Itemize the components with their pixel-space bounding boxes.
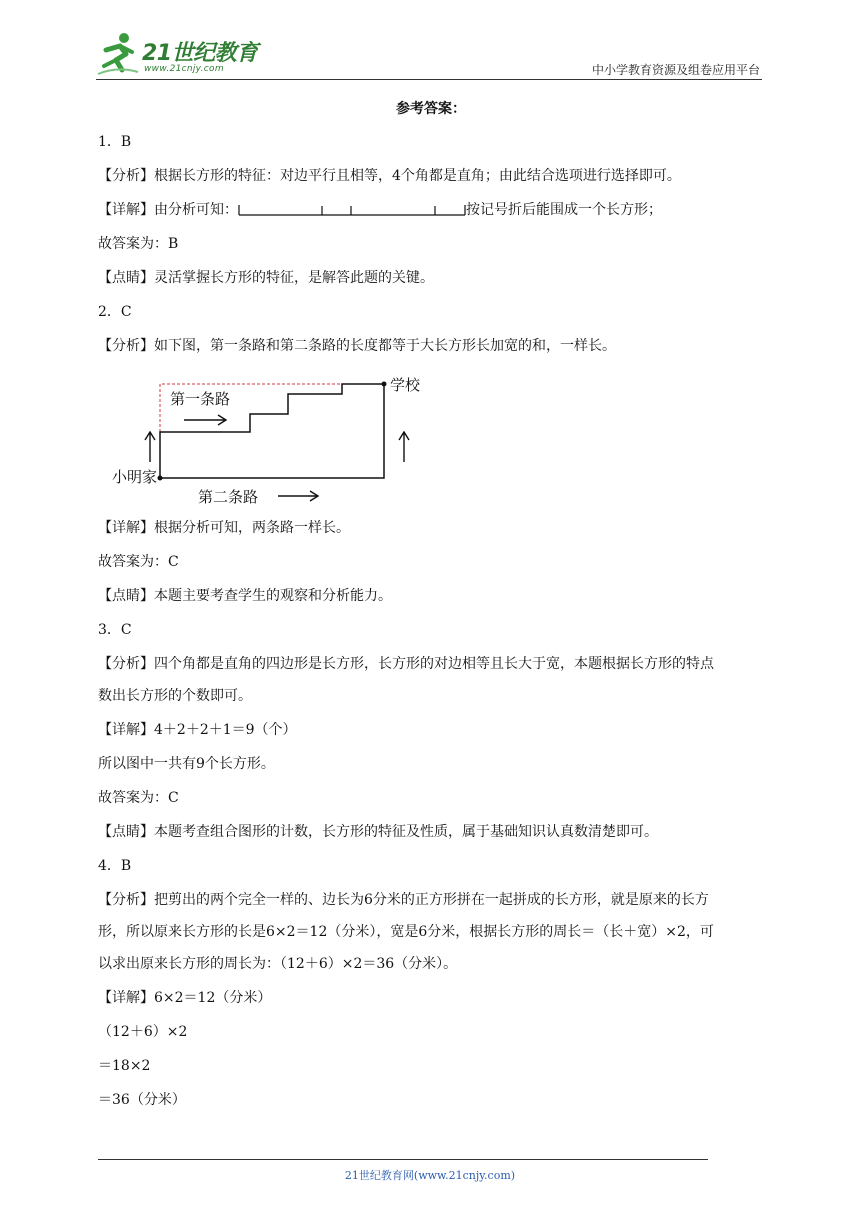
q2-tip: 【点睛】本题主要考查学生的观察和分析能力。 bbox=[98, 588, 392, 604]
logo-text: 21世纪教育 bbox=[142, 41, 258, 66]
route1-label: 第一条路 bbox=[170, 390, 231, 408]
q4-calc-line1: （12＋6）×2 bbox=[98, 1024, 188, 1040]
q1-tip: 【点睛】灵活掌握长方形的特征，是解答此题的关键。 bbox=[98, 270, 434, 286]
home-label: 小明家 bbox=[112, 468, 158, 486]
q4-detail: 【详解】6×2＝12（分米） bbox=[98, 990, 272, 1006]
route-diagram bbox=[106, 370, 426, 510]
q3-detail-line2: 所以图中一共有9个长方形。 bbox=[98, 756, 275, 772]
logo-url: www.21cnjy.com bbox=[144, 64, 224, 74]
q4-analysis-line3: 以求出原来长方形的周长为：（12＋6）×2＝36（分米）。 bbox=[98, 956, 458, 972]
runner-logo-icon bbox=[96, 30, 140, 76]
q4-calc-line3: ＝36（分米） bbox=[98, 1092, 186, 1108]
answer-content bbox=[98, 98, 764, 1124]
page-header bbox=[96, 30, 762, 78]
q1-number: 1．B bbox=[98, 134, 132, 150]
q4-analysis-line1: 【分析】把剪出的两个完全一样的、边长为6分米的正方形拼在一起拼成的长方形，就是原来的长方 bbox=[98, 892, 709, 908]
fold-line-figure bbox=[238, 203, 466, 217]
q3-analysis-line2: 数出长方形的个数即可。 bbox=[98, 688, 252, 704]
header-divider bbox=[96, 79, 762, 80]
q3-tip: 【点睛】本题考查组合图形的计数，长方形的特征及性质，属于基础知识认真数清楚即可。 bbox=[98, 824, 658, 840]
q1-analysis: 【分析】根据长方形的特征：对边平行且相等，4个角都是直角；由此结合选项进行选择即可。 bbox=[98, 168, 681, 184]
q3-detail: 【详解】4＋2＋2＋1＝9（个） bbox=[98, 722, 297, 738]
route-diagram-lines bbox=[106, 370, 426, 510]
q3-analysis-line1: 【分析】四个角都是直角的四边形是长方形，长方形的对边相等且长大于宽，本题根据长方形的特点 bbox=[98, 656, 714, 672]
q4-number: 4．B bbox=[98, 858, 132, 874]
platform-name: 中小学教育资源及组卷应用平台 bbox=[591, 63, 760, 77]
q2-detail: 【详解】根据分析可知，两条路一样长。 bbox=[98, 520, 350, 536]
q4-calc-line2: ＝18×2 bbox=[98, 1058, 151, 1074]
q3-number: 3．C bbox=[98, 622, 132, 638]
q2-number: 2．C bbox=[98, 304, 132, 320]
q4-analysis-line2: 形，所以原来长方形的长是6×2＝12（分米），宽是6分米，根据长方形的周长＝（长＋宽）×2，可 bbox=[98, 924, 714, 940]
q2-answer: 故答案为：C bbox=[98, 554, 179, 570]
page-title: 参考答案： bbox=[396, 101, 466, 117]
q1-detail bbox=[98, 200, 764, 220]
route2-label: 第二条路 bbox=[198, 488, 259, 506]
footer-divider bbox=[98, 1159, 708, 1160]
q1-detail-suffix: 按记号折后能围成一个长方形； bbox=[466, 202, 662, 218]
q1-detail-prefix: 【详解】由分析可知： bbox=[98, 202, 238, 218]
footer-link[interactable]: 21世纪教育网(www.21cnjy.com) bbox=[344, 1169, 516, 1182]
school-label: 学校 bbox=[390, 376, 421, 394]
site-logo[interactable] bbox=[96, 30, 266, 78]
q2-analysis: 【分析】如下图，第一条路和第二条路的长度都等于大长方形长加宽的和，一样长。 bbox=[98, 338, 616, 354]
q3-answer: 故答案为：C bbox=[98, 790, 179, 806]
q1-answer: 故答案为：B bbox=[98, 236, 179, 252]
